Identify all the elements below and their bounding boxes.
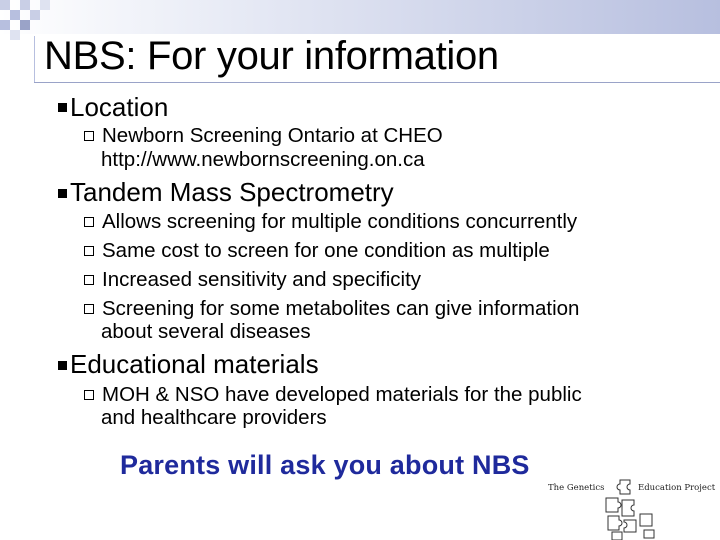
slide-title: NBS: For your information — [44, 34, 499, 78]
bullet-tandem-mass-spectrometry: Tandem Mass Spectrometry — [70, 177, 394, 207]
sub-bullet-marker — [84, 390, 94, 400]
bullet-location: Location — [70, 92, 169, 122]
puzzle-pieces-icon — [600, 476, 670, 540]
callout-text: Parents will ask you about NBS — [120, 450, 530, 480]
sub-bullet-text-continued: and healthcare providers — [101, 406, 327, 429]
bullet-educational-materials: Educational materials — [70, 349, 319, 379]
sub-bullet-text: Same cost to screen for one condition as multiple — [102, 239, 550, 262]
sub-bullet-marker — [84, 246, 94, 256]
bullet-marker — [58, 103, 67, 112]
sub-bullet-text: Screening for some metabolites can give information — [102, 297, 580, 320]
sub-bullet-text: Increased sensitivity and specificity — [102, 268, 422, 291]
logo-text-left: The Genetics — [548, 483, 605, 493]
bullet-marker — [58, 361, 67, 370]
genetics-education-project-logo — [544, 476, 720, 540]
bullet-marker — [58, 189, 67, 198]
header-band — [0, 0, 720, 34]
sub-bullet-text: Newborn Screening Ontario at CHEO — [102, 124, 443, 147]
sub-bullet-text: Allows screening for multiple conditions concurrently — [102, 210, 578, 233]
sub-bullet-marker — [84, 275, 94, 285]
logo-text-right: Education Project — [638, 483, 716, 493]
sub-bullet-text-continued: about several diseases — [101, 320, 311, 343]
sub-bullet-marker — [84, 217, 94, 227]
sub-bullet-url: http://www.newbornscreening.on.ca — [101, 148, 425, 171]
sub-bullet-text: MOH & NSO have developed materials for the public — [102, 383, 582, 406]
title-underline — [34, 82, 720, 83]
title-vertical-rule — [34, 36, 35, 83]
sub-bullet-marker — [84, 131, 94, 141]
sub-bullet-marker — [84, 304, 94, 314]
